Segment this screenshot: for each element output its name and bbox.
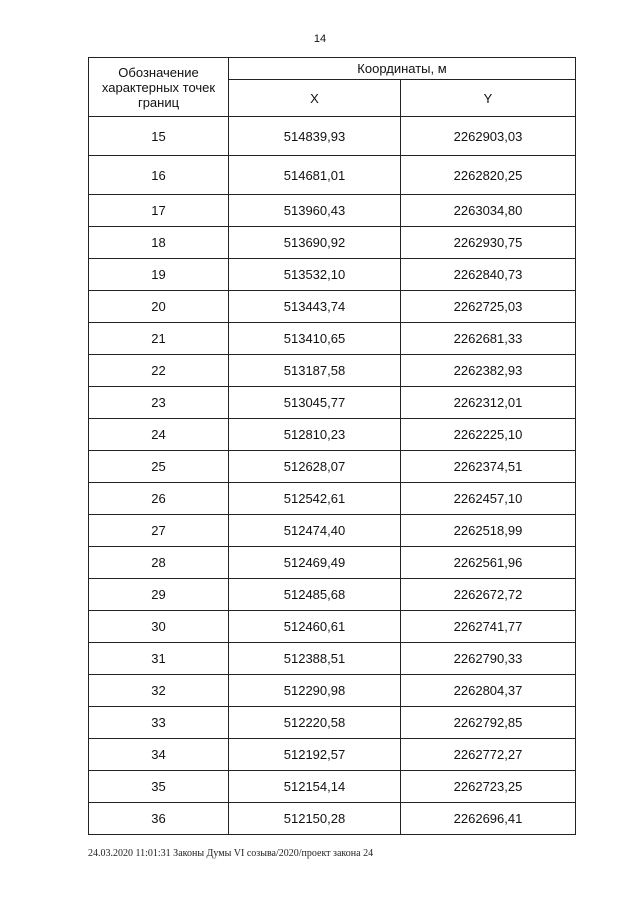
table-row [89,547,576,579]
x-coordinate-cell: 514681,01 [229,156,401,195]
table-row [89,195,576,227]
point-cell: 29 [89,579,229,611]
point-cell: 23 [89,387,229,419]
y-coordinate-cell: 2262561,96 [401,547,576,579]
table-row [89,419,576,451]
coordinates-table [88,57,576,835]
table-row [89,156,576,195]
x-coordinate-cell: 512192,57 [229,739,401,771]
point-cell: 20 [89,291,229,323]
table-row [89,579,576,611]
y-coordinate-cell: 2262374,51 [401,451,576,483]
y-coordinate-cell: 2262696,41 [401,803,576,835]
x-coordinate-cell: 513532,10 [229,259,401,291]
x-coordinate-cell: 513960,43 [229,195,401,227]
table-row [89,739,576,771]
table-row [89,227,576,259]
point-cell: 33 [89,707,229,739]
x-coordinate-cell: 513187,58 [229,355,401,387]
y-coordinate-cell: 2262672,72 [401,579,576,611]
point-cell: 28 [89,547,229,579]
y-coordinate-cell: 2262790,33 [401,643,576,675]
y-coordinate-cell: 2262772,27 [401,739,576,771]
y-coordinate-cell: 2262723,25 [401,771,576,803]
x-coordinate-cell: 512485,68 [229,579,401,611]
y-coordinate-cell: 2262312,01 [401,387,576,419]
table-row [89,355,576,387]
y-coordinate-cell: 2263034,80 [401,195,576,227]
point-cell: 32 [89,675,229,707]
x-coordinate-cell: 512154,14 [229,771,401,803]
point-cell: 27 [89,515,229,547]
point-cell: 21 [89,323,229,355]
y-coordinate-cell: 2262681,33 [401,323,576,355]
designation-header: Обозначение характерных точек границ [89,58,229,117]
point-cell: 24 [89,419,229,451]
table-row [89,259,576,291]
table-row [89,117,576,156]
table-row [89,707,576,739]
x-coordinate-cell: 513443,74 [229,291,401,323]
point-cell: 18 [89,227,229,259]
point-cell: 15 [89,117,229,156]
point-cell: 31 [89,643,229,675]
point-cell: 34 [89,739,229,771]
point-cell: 36 [89,803,229,835]
x-coordinate-cell: 512460,61 [229,611,401,643]
y-coordinate-cell: 2262725,03 [401,291,576,323]
x-coordinate-cell: 512388,51 [229,643,401,675]
x-coordinate-cell: 512628,07 [229,451,401,483]
table-body [89,117,576,835]
point-cell: 35 [89,771,229,803]
x-coordinate-cell: 512474,40 [229,515,401,547]
table-row [89,387,576,419]
point-cell: 16 [89,156,229,195]
x-coordinate-cell: 512542,61 [229,483,401,515]
x-coordinate-cell: 513690,92 [229,227,401,259]
y-coordinate-cell: 2262457,10 [401,483,576,515]
x-coordinate-cell: 513045,77 [229,387,401,419]
point-cell: 22 [89,355,229,387]
y-header: Y [401,80,576,117]
y-coordinate-cell: 2262518,99 [401,515,576,547]
y-coordinate-cell: 2262792,85 [401,707,576,739]
table-row [89,803,576,835]
table-row [89,643,576,675]
y-coordinate-cell: 2262741,77 [401,611,576,643]
table-row [89,771,576,803]
point-cell: 25 [89,451,229,483]
x-coordinate-cell: 512810,23 [229,419,401,451]
y-coordinate-cell: 2262820,25 [401,156,576,195]
table-header [89,58,576,117]
table-row [89,675,576,707]
table-row [89,483,576,515]
table-row [89,515,576,547]
x-coordinate-cell: 514839,93 [229,117,401,156]
point-cell: 26 [89,483,229,515]
x-coordinate-cell: 512150,28 [229,803,401,835]
point-cell: 19 [89,259,229,291]
table-row [89,291,576,323]
document-footer: 24.03.2020 11:01:31 Законы Думы VI созыва/2020/проект закона 24 [88,848,374,859]
table-row [89,611,576,643]
table-row [89,451,576,483]
y-coordinate-cell: 2262382,93 [401,355,576,387]
y-coordinate-cell: 2262225,10 [401,419,576,451]
coordinates-header: Координаты, м [229,58,576,80]
page-number: 14 [313,33,327,45]
y-coordinate-cell: 2262840,73 [401,259,576,291]
y-coordinate-cell: 2262930,75 [401,227,576,259]
y-coordinate-cell: 2262804,37 [401,675,576,707]
x-header: X [229,80,401,117]
table-row [89,323,576,355]
x-coordinate-cell: 512469,49 [229,547,401,579]
point-cell: 17 [89,195,229,227]
header-row [89,58,576,80]
x-coordinate-cell: 512220,58 [229,707,401,739]
x-coordinate-cell: 512290,98 [229,675,401,707]
y-coordinate-cell: 2262903,03 [401,117,576,156]
point-cell: 30 [89,611,229,643]
x-coordinate-cell: 513410,65 [229,323,401,355]
